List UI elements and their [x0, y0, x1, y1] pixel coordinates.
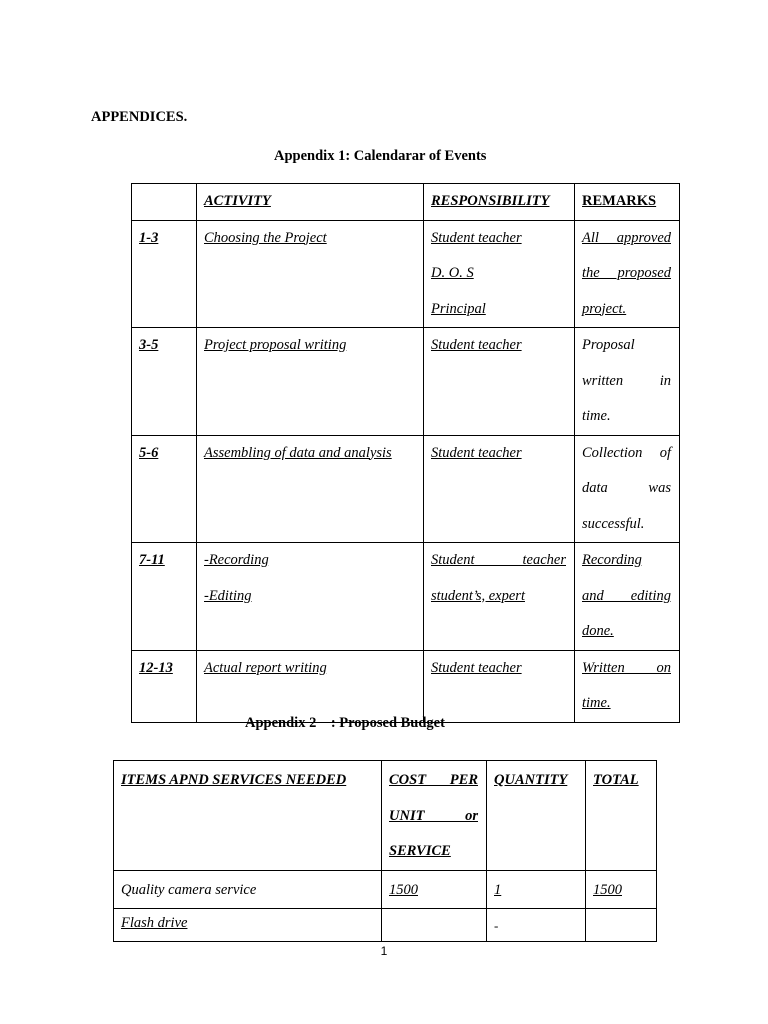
responsibility-cell: [424, 220, 575, 328]
table-header-row: [132, 184, 680, 221]
responsibility-line: Student teacher: [431, 552, 566, 568]
remarks-line: time.: [582, 408, 611, 424]
table-row: [132, 328, 680, 436]
responsibility-cell: [424, 328, 575, 436]
table-row: [132, 543, 680, 651]
header-responsibility: RESPONSIBILITY: [424, 184, 575, 221]
header-total: TOTAL: [586, 761, 657, 871]
remarks-line: successful.: [582, 515, 645, 532]
header-items: ITEMS APND SERVICES NEEDED: [114, 761, 382, 871]
responsibility-cell: [424, 650, 575, 722]
header-activity: ACTIVITY: [197, 184, 424, 221]
remarks-line: and editing: [582, 587, 671, 604]
activity-cell: [197, 650, 424, 722]
quantity-cell: -: [487, 909, 586, 942]
remarks-line: data was: [582, 480, 671, 496]
remarks-line: Proposal: [582, 337, 635, 353]
remarks-cell: [575, 328, 680, 436]
activity-line: -Editing: [204, 587, 252, 604]
header-cost: [382, 761, 487, 871]
appendix-2-title: Appendix 2 : Proposed Budget: [245, 715, 445, 731]
activity-line: Project proposal writing: [204, 337, 347, 353]
table-header-row: [114, 761, 657, 871]
proposed-budget-table: [113, 760, 657, 942]
remarks-line: Collection of: [582, 444, 671, 461]
header-remarks: REMARKS: [575, 184, 680, 221]
header-cost-line: COST PER: [389, 772, 478, 788]
remarks-line: the proposed: [582, 265, 671, 281]
period-cell: 7-11: [132, 543, 197, 651]
header-cell-period: [132, 184, 197, 221]
total-cell: 1500: [586, 870, 657, 909]
responsibility-line: Student teacher: [431, 659, 522, 676]
responsibility-line: Student teacher: [431, 229, 522, 246]
table-row: [114, 909, 657, 942]
responsibility-line: Principal: [431, 300, 486, 317]
header-cost-line: UNIT or: [389, 807, 478, 824]
activity-line: Choosing the Project: [204, 229, 327, 246]
activity-cell: [197, 328, 424, 436]
page-number: 1: [380, 944, 388, 958]
period-cell: 3-5: [132, 328, 197, 436]
quantity-cell: 1: [487, 870, 586, 909]
responsibility-line: Student teacher: [431, 444, 522, 461]
period-cell: 1-3: [132, 220, 197, 328]
appendices-heading: APPENDICES.: [91, 109, 188, 125]
remarks-line: written in: [582, 372, 671, 389]
period-cell: 5-6: [132, 435, 197, 543]
header-quantity: QUANTITY: [487, 761, 586, 871]
period-cell: 12-13: [132, 650, 197, 722]
remarks-line: done.: [582, 623, 614, 639]
remarks-line: time.: [582, 695, 611, 711]
item-cell: Quality camera service: [114, 870, 382, 909]
activity-line: -Recording: [204, 552, 269, 568]
table-row: [132, 220, 680, 328]
total-cell: [586, 909, 657, 942]
table-row: [132, 650, 680, 722]
responsibility-line: Student teacher: [431, 337, 522, 353]
activity-line: Assembling of data and analysis: [204, 444, 392, 461]
activity-cell: [197, 435, 424, 543]
activity-cell: [197, 220, 424, 328]
remarks-line: Recording: [582, 552, 642, 568]
remarks-line: All approved: [582, 229, 671, 246]
activity-line: Actual report writing: [204, 659, 327, 676]
remarks-line: project.: [582, 300, 627, 317]
responsibility-line: student’s, expert: [431, 587, 525, 604]
cost-cell: [382, 909, 487, 942]
table-row: [114, 870, 657, 909]
header-cost-line: SERVICE: [389, 843, 451, 859]
responsibility-line: D. O. S: [431, 265, 474, 281]
remarks-cell: [575, 220, 680, 328]
item-cell: Flash drive: [114, 909, 382, 942]
table-row: [132, 435, 680, 543]
remarks-line: Written on: [582, 659, 671, 676]
appendix-1-title: Appendix 1: Calendarar of Events: [274, 148, 487, 164]
remarks-cell: [575, 435, 680, 543]
remarks-cell: [575, 543, 680, 651]
activity-cell: [197, 543, 424, 651]
responsibility-cell: [424, 543, 575, 651]
remarks-cell: [575, 650, 680, 722]
calendar-of-events-table: [131, 183, 680, 723]
responsibility-cell: [424, 435, 575, 543]
cost-cell: 1500: [382, 870, 487, 909]
